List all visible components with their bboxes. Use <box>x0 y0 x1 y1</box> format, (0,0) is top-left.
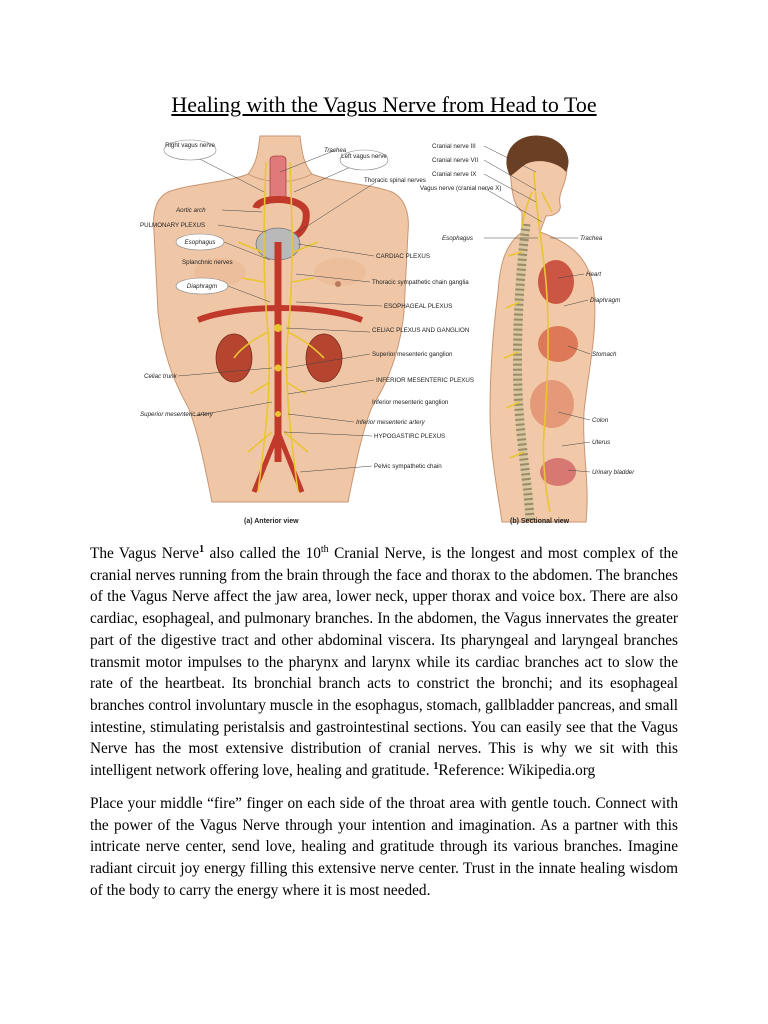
label-pulmonary-plexus: PULMONARY PLEXUS <box>140 222 206 229</box>
caption-anterior-view: (a) Anterior view <box>244 518 299 525</box>
label-heart: Heart <box>586 271 602 278</box>
label-thoracic-sympathetic: Thoracic sympathetic chain ganglia <box>372 279 469 286</box>
label-splanchnic: Splanchnic nerves <box>182 259 233 266</box>
paragraph-vagus-description <box>90 543 678 782</box>
anatomy-figure <box>138 132 635 532</box>
paragraph-exercise: Place your middle “fire” finger on each side of the throat area with gentle touch. Connect with the power of the Vagus Nerve through your intention and imagination. As a partner with this intricate nerve center, send love, healing and gratitude through its various branches. Imagine radiant circuit joy energy filling this extensive nerve center. Trust in the innate healing wisdom of the body to carry the energy where it is most needed. <box>90 795 678 899</box>
label-cranial-nerve-3: Cranial nerve III <box>432 143 476 150</box>
para1-tenth: also called the 10 <box>204 545 321 562</box>
label-colon: Colon <box>592 417 609 424</box>
label-cranial-nerve-7: Cranial nerve VII <box>432 157 479 164</box>
para1-body: Cranial Nerve, is the longest and most complex of the cranial nerves running from the brain through the face and thorax to the abdomen. The branches of the Vagus Nerve affect the jaw area, lower neck, upper thorax and voice box. There are also cardiac, esophageal, and pulmonary branches. In the abdomen, the Vagus innervates the greater part of the digestive tract and other abdominal viscera. Its pharyngeal and laryngeal branches transmit motor impulses to the pharynx and larynx while its cardiac branches act to slow the rate of the heartbeat. Its bronchial branch acts to constrict the bronchi; and its esophageal branches control involuntary muscle in the esophagus, stomach, gallbladder pancreas, and small intestine, stimulating peristalsis and gastrointestinal sections. You can easily see that the Vagus Nerve has the most extensive distribution of cranial nerves. This is why we sit with this intelligent network offering love, healing and gratitude. <box>90 545 678 780</box>
caption-sectional-view: (b) Sectional view <box>510 518 570 525</box>
label-superior-mesenteric-artery: Superior mesenteric artery <box>140 411 213 418</box>
label-vagus-nerve: Vagus nerve (cranial nerve X) <box>420 185 502 192</box>
sectional-body <box>490 135 595 522</box>
label-uterus: Uterus <box>592 439 611 446</box>
label-diaphragm-anterior: Diaphragm <box>186 283 218 290</box>
label-esophageal-plexus: ESOPHAGEAL PLEXUS <box>384 303 453 310</box>
vagus-nerve-illustration <box>138 132 635 532</box>
label-celiac-trunk: Celiac trunk <box>144 373 177 380</box>
label-stomach: Stomach <box>592 351 617 358</box>
label-thoracic-spinal: Thoracic spinal nerves <box>364 177 426 184</box>
label-trachea-sectional: Trachea <box>580 235 603 242</box>
ordinal-suffix: th <box>320 543 329 555</box>
label-urinary-bladder: Urinary bladder <box>592 469 635 476</box>
label-esophagus-sectional: Esophagus <box>442 235 473 242</box>
label-hypogastric-plexus: HYPOGASTIRC PLEXUS <box>374 433 446 440</box>
label-inferior-mesenteric-artery: Inferior mesenteric artery <box>356 419 425 426</box>
reference-marker: 1 <box>433 760 439 772</box>
label-superior-mesenteric-ganglion: Superior mesenteric ganglion <box>372 351 453 358</box>
label-celiac-plexus: CELIAC PLEXUS AND GANGLION <box>372 327 470 334</box>
label-pelvic-sympathetic: Pelvic sympathetic chain <box>374 463 442 470</box>
label-inferior-mesenteric-plexus: INFERIOR MESENTERIC PLEXUS <box>376 377 474 384</box>
label-aortic-arch: Aortic arch <box>176 207 206 214</box>
label-cardiac-plexus: CARDIAC PLEXUS <box>376 253 430 260</box>
label-inferior-mesenteric-ganglion: Inferior mesenteric ganglion <box>372 399 449 406</box>
label-esophagus-anterior: Esophagus <box>184 239 216 246</box>
footnote-marker: 1 <box>199 543 205 555</box>
label-right-vagus: Right vagus nerve <box>165 142 215 149</box>
para1-start: The Vagus Nerve <box>90 545 200 562</box>
label-cranial-nerve-9: Cranial nerve IX <box>432 171 477 178</box>
reference-text: Reference: Wikipedia.org <box>438 762 596 780</box>
page-title: Healing with the Vagus Nerve from Head to Toe <box>171 92 597 117</box>
anterior-torso <box>154 136 409 502</box>
label-trachea-anterior: Trachea <box>324 147 347 154</box>
label-diaphragm-sectional: Diaphragm <box>590 297 621 304</box>
label-left-vagus: Left vagus nerve <box>341 153 387 160</box>
